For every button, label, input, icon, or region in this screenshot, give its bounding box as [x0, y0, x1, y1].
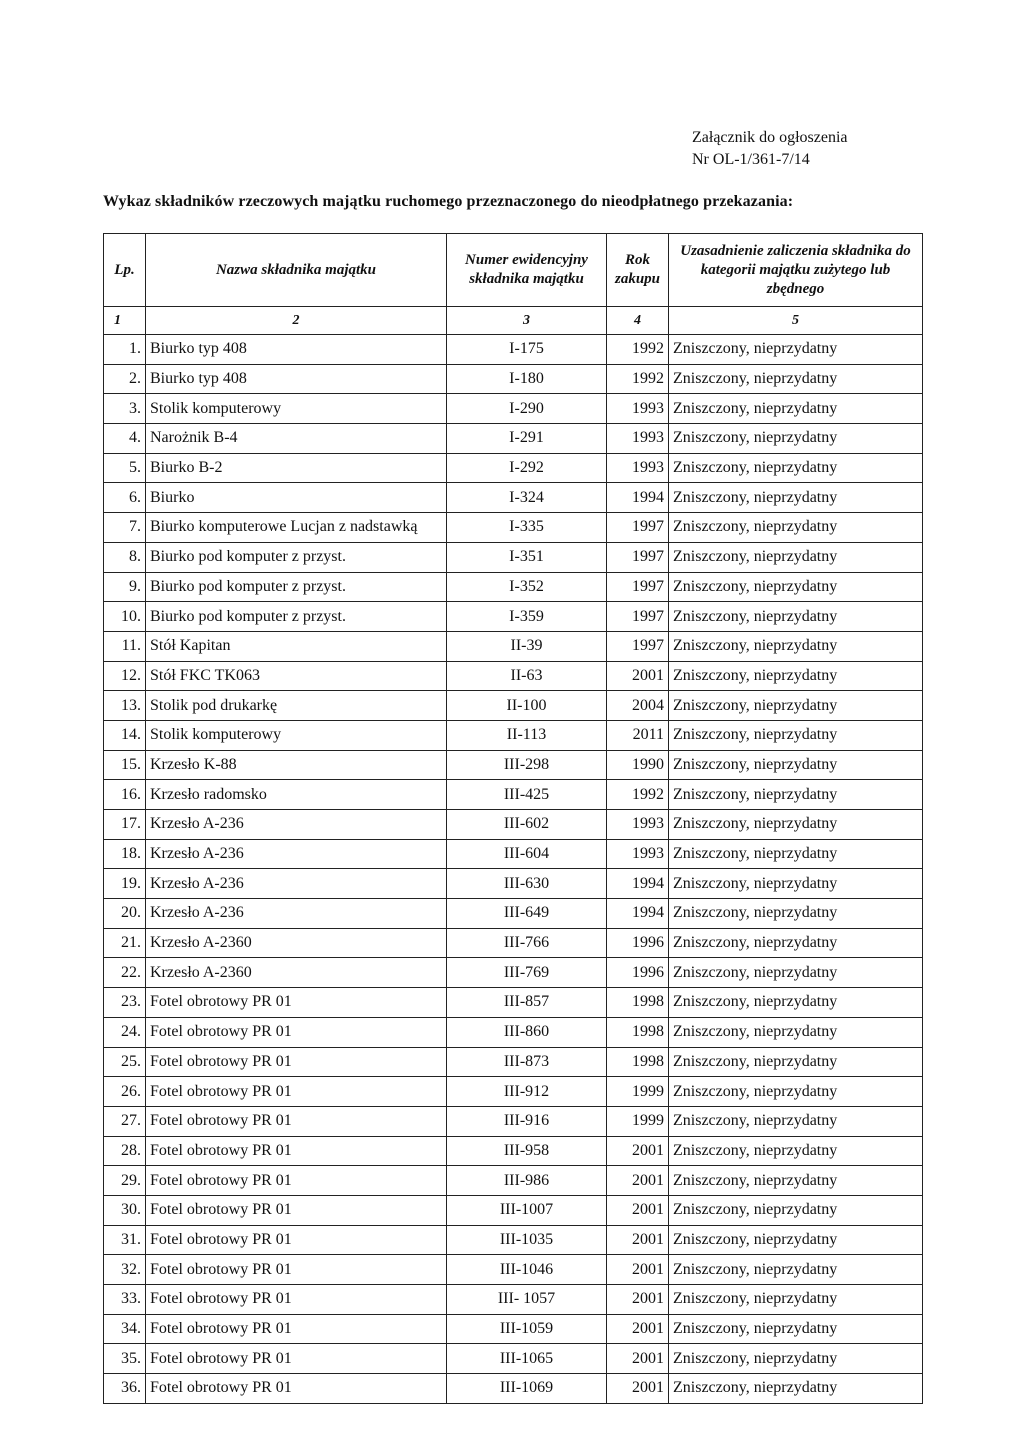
- table-row: [104, 720, 923, 750]
- document-title: Wykaz składników rzeczowych majątku ruchomego przeznaczonego do nieodpłatnego przekazania:: [103, 193, 794, 210]
- inventory-number: I-290: [447, 394, 607, 424]
- annex-note: [692, 127, 932, 171]
- purchase-year: 1993: [607, 424, 669, 454]
- asset-name: Biurko pod komputer z przyst.: [146, 542, 447, 572]
- inventory-number: I-292: [447, 453, 607, 483]
- purchase-year: 2001: [607, 1344, 669, 1374]
- table-row: [104, 1195, 923, 1225]
- inventory-number: III-769: [447, 958, 607, 988]
- asset-name: Fotel obrotowy PR 01: [146, 1374, 447, 1404]
- row-number: 8.: [104, 542, 146, 572]
- purchase-year: 1992: [607, 364, 669, 394]
- purchase-year: 1993: [607, 453, 669, 483]
- row-number: 31.: [104, 1225, 146, 1255]
- justification: Zniszczony, nieprzydatny: [669, 928, 923, 958]
- table-row: [104, 513, 923, 543]
- table-row: [104, 542, 923, 572]
- justification: Zniszczony, nieprzydatny: [669, 602, 923, 632]
- table-row: [104, 780, 923, 810]
- row-number: 35.: [104, 1344, 146, 1374]
- table-row: [104, 335, 923, 365]
- inventory-number: III-912: [447, 1077, 607, 1107]
- asset-name: Biurko B-2: [146, 453, 447, 483]
- asset-name: Krzesło radomsko: [146, 780, 447, 810]
- table-row: [104, 602, 923, 632]
- purchase-year: 1998: [607, 988, 669, 1018]
- inventory-number: III-1059: [447, 1314, 607, 1344]
- row-number: 11.: [104, 631, 146, 661]
- justification: Zniszczony, nieprzydatny: [669, 1166, 923, 1196]
- row-number: 2.: [104, 364, 146, 394]
- row-number: 21.: [104, 928, 146, 958]
- asset-name: Stół FKC TK063: [146, 661, 447, 691]
- table-body: [104, 307, 923, 1404]
- table-row: [104, 631, 923, 661]
- inventory-number: III-916: [447, 1106, 607, 1136]
- table-row: [104, 958, 923, 988]
- purchase-year: 1996: [607, 928, 669, 958]
- inventory-number: III-604: [447, 839, 607, 869]
- row-number: 20.: [104, 899, 146, 929]
- inventory-number: I-335: [447, 513, 607, 543]
- inventory-number: III-766: [447, 928, 607, 958]
- row-number: 13.: [104, 691, 146, 721]
- purchase-year: 2001: [607, 1166, 669, 1196]
- table-row: [104, 928, 923, 958]
- row-number: 30.: [104, 1195, 146, 1225]
- asset-name: Fotel obrotowy PR 01: [146, 1047, 447, 1077]
- purchase-year: 2001: [607, 1374, 669, 1404]
- table-row: [104, 364, 923, 394]
- justification: Zniszczony, nieprzydatny: [669, 631, 923, 661]
- justification: Zniszczony, nieprzydatny: [669, 424, 923, 454]
- column-number: 4: [607, 307, 669, 335]
- asset-name: Fotel obrotowy PR 01: [146, 1314, 447, 1344]
- justification: Zniszczony, nieprzydatny: [669, 1374, 923, 1404]
- inventory-number: III-1007: [447, 1195, 607, 1225]
- asset-name: Fotel obrotowy PR 01: [146, 1195, 447, 1225]
- inventory-number: II-100: [447, 691, 607, 721]
- header-justification: Uzasadnienie zaliczenia składnika do kategorii majątku zużytego lub zbędnego: [669, 234, 923, 307]
- inventory-number: I-175: [447, 335, 607, 365]
- table-row: [104, 1314, 923, 1344]
- purchase-year: 1993: [607, 839, 669, 869]
- inventory-number: III- 1057: [447, 1285, 607, 1315]
- inventory-number: III-630: [447, 869, 607, 899]
- header-asset-name: Nazwa składnika majątku: [146, 234, 447, 307]
- table-header-row: [104, 234, 923, 307]
- inventory-number: III-860: [447, 1017, 607, 1047]
- row-number: 32.: [104, 1255, 146, 1285]
- row-number: 27.: [104, 1106, 146, 1136]
- purchase-year: 2001: [607, 1195, 669, 1225]
- purchase-year: 2001: [607, 1255, 669, 1285]
- purchase-year: 1997: [607, 572, 669, 602]
- table-row: [104, 1255, 923, 1285]
- asset-name: Fotel obrotowy PR 01: [146, 1017, 447, 1047]
- inventory-number: III-1035: [447, 1225, 607, 1255]
- justification: Zniszczony, nieprzydatny: [669, 1106, 923, 1136]
- purchase-year: 1997: [607, 542, 669, 572]
- inventory-number: III-298: [447, 750, 607, 780]
- justification: Zniszczony, nieprzydatny: [669, 810, 923, 840]
- table-row: [104, 394, 923, 424]
- asset-name: Stół Kapitan: [146, 631, 447, 661]
- table-row: [104, 839, 923, 869]
- asset-name: Fotel obrotowy PR 01: [146, 1225, 447, 1255]
- inventory-number: III-602: [447, 810, 607, 840]
- inventory-number: III-1065: [447, 1344, 607, 1374]
- asset-name: Fotel obrotowy PR 01: [146, 1166, 447, 1196]
- table-row: [104, 453, 923, 483]
- table-row: [104, 483, 923, 513]
- justification: Zniszczony, nieprzydatny: [669, 1225, 923, 1255]
- justification: Zniszczony, nieprzydatny: [669, 780, 923, 810]
- table-row: [104, 1106, 923, 1136]
- column-number: 5: [669, 307, 923, 335]
- purchase-year: 1994: [607, 869, 669, 899]
- row-number: 33.: [104, 1285, 146, 1315]
- asset-name: Krzesło A-236: [146, 869, 447, 899]
- inventory-number: III-649: [447, 899, 607, 929]
- row-number: 10.: [104, 602, 146, 632]
- purchase-year: 2001: [607, 1314, 669, 1344]
- asset-name: Biurko pod komputer z przyst.: [146, 602, 447, 632]
- justification: Zniszczony, nieprzydatny: [669, 899, 923, 929]
- justification: Zniszczony, nieprzydatny: [669, 1047, 923, 1077]
- table-row: [104, 750, 923, 780]
- purchase-year: 1997: [607, 602, 669, 632]
- table-row: [104, 572, 923, 602]
- purchase-year: 1998: [607, 1047, 669, 1077]
- asset-name: Fotel obrotowy PR 01: [146, 1285, 447, 1315]
- justification: Zniszczony, nieprzydatny: [669, 839, 923, 869]
- asset-name: Biurko typ 408: [146, 364, 447, 394]
- inventory-number: III-857: [447, 988, 607, 1018]
- inventory-number: I-180: [447, 364, 607, 394]
- asset-name: Krzesło A-2360: [146, 928, 447, 958]
- row-number: 3.: [104, 394, 146, 424]
- purchase-year: 1992: [607, 335, 669, 365]
- asset-name: Fotel obrotowy PR 01: [146, 1344, 447, 1374]
- asset-name: Biurko typ 408: [146, 335, 447, 365]
- inventory-number: II-63: [447, 661, 607, 691]
- column-number-row: [104, 307, 923, 335]
- row-number: 23.: [104, 988, 146, 1018]
- asset-name: Stolik komputerowy: [146, 720, 447, 750]
- inventory-number: III-986: [447, 1166, 607, 1196]
- header-inventory-number: Numer ewidencyjny składnika majątku: [447, 234, 607, 307]
- table-row: [104, 1225, 923, 1255]
- row-number: 14.: [104, 720, 146, 750]
- table-row: [104, 899, 923, 929]
- row-number: 22.: [104, 958, 146, 988]
- justification: Zniszczony, nieprzydatny: [669, 513, 923, 543]
- justification: Zniszczony, nieprzydatny: [669, 453, 923, 483]
- table-row: [104, 1047, 923, 1077]
- purchase-year: 1993: [607, 394, 669, 424]
- row-number: 9.: [104, 572, 146, 602]
- purchase-year: 1999: [607, 1077, 669, 1107]
- purchase-year: 1993: [607, 810, 669, 840]
- purchase-year: 2004: [607, 691, 669, 721]
- row-number: 29.: [104, 1166, 146, 1196]
- justification: Zniszczony, nieprzydatny: [669, 1017, 923, 1047]
- asset-name: Krzesło A-236: [146, 899, 447, 929]
- table-row: [104, 1344, 923, 1374]
- inventory-number: I-351: [447, 542, 607, 572]
- purchase-year: 2001: [607, 1136, 669, 1166]
- inventory-number: II-113: [447, 720, 607, 750]
- row-number: 4.: [104, 424, 146, 454]
- header-purchase-year: Rok zakupu: [607, 234, 669, 307]
- purchase-year: 2001: [607, 1285, 669, 1315]
- asset-name: Biurko pod komputer z przyst.: [146, 572, 447, 602]
- justification: Zniszczony, nieprzydatny: [669, 988, 923, 1018]
- row-number: 36.: [104, 1374, 146, 1404]
- justification: Zniszczony, nieprzydatny: [669, 1136, 923, 1166]
- asset-name: Fotel obrotowy PR 01: [146, 988, 447, 1018]
- row-number: 6.: [104, 483, 146, 513]
- row-number: 1.: [104, 335, 146, 365]
- header-lp: Lp.: [104, 234, 146, 307]
- table-row: [104, 1017, 923, 1047]
- asset-name: Krzesło A-236: [146, 810, 447, 840]
- asset-name: Krzesło A-236: [146, 839, 447, 869]
- justification: Zniszczony, nieprzydatny: [669, 869, 923, 899]
- justification: Zniszczony, nieprzydatny: [669, 542, 923, 572]
- inventory-number: I-352: [447, 572, 607, 602]
- inventory-number: I-291: [447, 424, 607, 454]
- column-number: 2: [146, 307, 447, 335]
- asset-name: Krzesło A-2360: [146, 958, 447, 988]
- column-number: 3: [447, 307, 607, 335]
- inventory-number: I-359: [447, 602, 607, 632]
- justification: Zniszczony, nieprzydatny: [669, 572, 923, 602]
- row-number: 26.: [104, 1077, 146, 1107]
- justification: Zniszczony, nieprzydatny: [669, 364, 923, 394]
- justification: Zniszczony, nieprzydatny: [669, 1195, 923, 1225]
- justification: Zniszczony, nieprzydatny: [669, 394, 923, 424]
- justification: Zniszczony, nieprzydatny: [669, 720, 923, 750]
- justification: Zniszczony, nieprzydatny: [669, 750, 923, 780]
- row-number: 5.: [104, 453, 146, 483]
- purchase-year: 1997: [607, 513, 669, 543]
- row-number: 16.: [104, 780, 146, 810]
- table-row: [104, 1136, 923, 1166]
- purchase-year: 2011: [607, 720, 669, 750]
- purchase-year: 1994: [607, 899, 669, 929]
- row-number: 34.: [104, 1314, 146, 1344]
- asset-name: Fotel obrotowy PR 01: [146, 1136, 447, 1166]
- asset-name: Fotel obrotowy PR 01: [146, 1255, 447, 1285]
- asset-name: Stolik pod drukarkę: [146, 691, 447, 721]
- row-number: 28.: [104, 1136, 146, 1166]
- inventory-number: I-324: [447, 483, 607, 513]
- asset-name: Fotel obrotowy PR 01: [146, 1077, 447, 1107]
- row-number: 24.: [104, 1017, 146, 1047]
- table-row: [104, 1285, 923, 1315]
- asset-table: [103, 233, 923, 1404]
- inventory-number: III-425: [447, 780, 607, 810]
- row-number: 19.: [104, 869, 146, 899]
- purchase-year: 1999: [607, 1106, 669, 1136]
- justification: Zniszczony, nieprzydatny: [669, 1285, 923, 1315]
- justification: Zniszczony, nieprzydatny: [669, 1314, 923, 1344]
- table-row: [104, 869, 923, 899]
- row-number: 7.: [104, 513, 146, 543]
- inventory-number: II-39: [447, 631, 607, 661]
- purchase-year: 1997: [607, 631, 669, 661]
- justification: Zniszczony, nieprzydatny: [669, 1077, 923, 1107]
- justification: Zniszczony, nieprzydatny: [669, 691, 923, 721]
- table-row: [104, 691, 923, 721]
- table-row: [104, 810, 923, 840]
- row-number: 17.: [104, 810, 146, 840]
- purchase-year: 2001: [607, 661, 669, 691]
- purchase-year: 1996: [607, 958, 669, 988]
- purchase-year: 1990: [607, 750, 669, 780]
- purchase-year: 2001: [607, 1225, 669, 1255]
- row-number: 15.: [104, 750, 146, 780]
- row-number: 12.: [104, 661, 146, 691]
- column-number: 1: [104, 307, 146, 335]
- asset-name: Narożnik B-4: [146, 424, 447, 454]
- justification: Zniszczony, nieprzydatny: [669, 483, 923, 513]
- purchase-year: 1998: [607, 1017, 669, 1047]
- annex-line-1: Załącznik do ogłoszenia: [692, 129, 848, 146]
- row-number: 25.: [104, 1047, 146, 1077]
- inventory-number: III-1069: [447, 1374, 607, 1404]
- annex-line-2: Nr OL-1/361-7/14: [692, 151, 810, 168]
- justification: Zniszczony, nieprzydatny: [669, 661, 923, 691]
- asset-name: Stolik komputerowy: [146, 394, 447, 424]
- justification: Zniszczony, nieprzydatny: [669, 335, 923, 365]
- inventory-number: III-873: [447, 1047, 607, 1077]
- purchase-year: 1994: [607, 483, 669, 513]
- row-number: 18.: [104, 839, 146, 869]
- asset-name: Krzesło K-88: [146, 750, 447, 780]
- table-row: [104, 661, 923, 691]
- table-row: [104, 1077, 923, 1107]
- asset-name: Fotel obrotowy PR 01: [146, 1106, 447, 1136]
- inventory-number: III-1046: [447, 1255, 607, 1285]
- asset-name: Biurko: [146, 483, 447, 513]
- table-row: [104, 1166, 923, 1196]
- justification: Zniszczony, nieprzydatny: [669, 958, 923, 988]
- purchase-year: 1992: [607, 780, 669, 810]
- table-row: [104, 1374, 923, 1404]
- table-row: [104, 424, 923, 454]
- justification: Zniszczony, nieprzydatny: [669, 1344, 923, 1374]
- table-row: [104, 988, 923, 1018]
- justification: Zniszczony, nieprzydatny: [669, 1255, 923, 1285]
- asset-name: Biurko komputerowe Lucjan z nadstawką: [146, 513, 447, 543]
- inventory-number: III-958: [447, 1136, 607, 1166]
